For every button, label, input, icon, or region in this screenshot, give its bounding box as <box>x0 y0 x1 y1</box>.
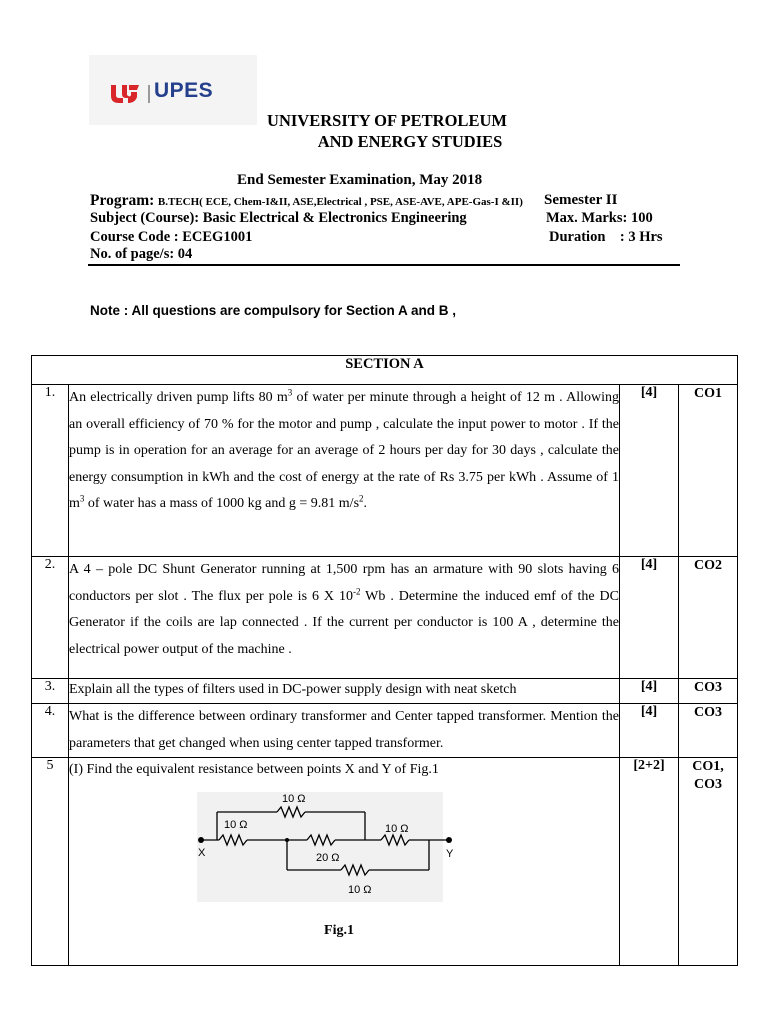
resistor-label-bottom: 10 Ω <box>348 884 372 896</box>
header-divider <box>88 264 680 266</box>
question-number: 2. <box>32 557 69 679</box>
question-course-outcome: CO2 <box>679 557 738 679</box>
section-header-row <box>32 356 738 385</box>
node-label-y: Y <box>446 848 454 860</box>
question-row <box>32 557 738 679</box>
question-marks: [4] <box>620 679 679 704</box>
figure-1 <box>69 782 619 952</box>
question-number: 1. <box>32 385 69 557</box>
upes-logo-mark-icon <box>109 82 143 106</box>
instructions-note: Note : All questions are compulsory for Section A and B , <box>90 303 457 318</box>
university-line-2: AND ENERGY STUDIES <box>317 132 503 151</box>
duration: Duration : 3 Hrs <box>549 229 663 245</box>
resistor-label-middle: 20 Ω <box>316 852 340 864</box>
section-title: SECTION A <box>32 356 738 385</box>
resistor-label-left: 10 Ω <box>224 819 248 831</box>
question-course-outcome: CO3 <box>679 704 738 758</box>
question-marks: [2+2] <box>620 758 679 966</box>
question-row <box>32 679 738 704</box>
university-name <box>0 110 768 152</box>
question-text: What is the difference between ordinary transformer and Center tapped transformer. Mention the parameters that get changed when using center tapped transformer. <box>69 704 620 758</box>
resistor-label-right: 10 Ω <box>385 823 409 835</box>
questions-table <box>31 355 738 966</box>
question-prompt: (I) Find the equivalent resistance between points X and Y of Fig.1 <box>69 762 439 777</box>
max-marks: Max. Marks: 100 <box>546 210 653 226</box>
question-marks: [4] <box>620 704 679 758</box>
question-text: An electrically driven pump lifts 80 $m^3$ of water per minute through a height of 12 m . Allowing an overall efficiency of 70 % for the motor and pump , calculate the input power to motor . If the pump is in operation for an average for an average of 2 hours per day for 30 days , calculate the energy consumption in kWh and the cost of energy at the rate of Rs 3.75 per kWh . Assume of 1 $m^3$ of water has a mass of 1000 kg and g = 9.81 $m/s^2$. <box>69 385 620 557</box>
terminal-y <box>446 837 452 843</box>
question-text: A 4 – pole DC Shunt Generator running at 1,500 rpm has an armature with 90 slots having 6 conductors per slot . The flux per pole is 6 X $10^{-2}$ Wb . Determine the induced emf of the DC Generator if the coils are lap connected . If the current per conductor is 100 A , determine the electrical power output of the machine . <box>69 557 620 679</box>
subject: Subject (Course): Basic Electrical & Electronics Engineering <box>90 210 467 226</box>
question-number: 4. <box>32 704 69 758</box>
question-text: Explain all the types of filters used in DC-power supply design with neat sketch <box>69 679 620 704</box>
question-row <box>32 704 738 758</box>
question-row <box>32 758 738 966</box>
terminal-x <box>198 837 204 843</box>
course-outcome-1: CO1, <box>692 759 724 774</box>
question-course-outcome: CO3 <box>679 679 738 704</box>
program-label: Program: <box>90 192 155 209</box>
course-outcome-2: CO3 <box>694 777 722 792</box>
figure-label: Fig.1 <box>324 923 354 938</box>
exam-title: End Semester Examination, May 2018 <box>237 172 483 188</box>
question-course-outcome: CO1 <box>679 385 738 557</box>
question-course-outcome <box>679 758 738 966</box>
node-label-x: X <box>198 847 206 859</box>
question-text <box>69 758 620 966</box>
question-marks: [4] <box>620 385 679 557</box>
circuit-diagram <box>69 782 609 912</box>
question-row <box>32 385 738 557</box>
semester: Semester II <box>544 192 618 208</box>
question-marks: [4] <box>620 557 679 679</box>
program-value: B.TECH( ECE, Chem-I&II, ASE,Electrical , PSE, ASE-AVE, APE-Gas-I &II) <box>157 196 523 208</box>
logo-separator <box>148 85 150 103</box>
resistor-label-top: 10 Ω <box>282 793 306 805</box>
page-count: No. of page/s: 04 <box>90 246 193 262</box>
course-code: Course Code : ECEG1001 <box>90 229 253 245</box>
logo-text: UPES <box>154 79 214 102</box>
question-number: 5 <box>32 758 69 966</box>
figure-background <box>197 792 443 902</box>
question-number: 3. <box>32 679 69 704</box>
program-line <box>90 192 523 210</box>
university-line-1: UNIVERSITY OF PETROLEUM <box>267 111 507 130</box>
